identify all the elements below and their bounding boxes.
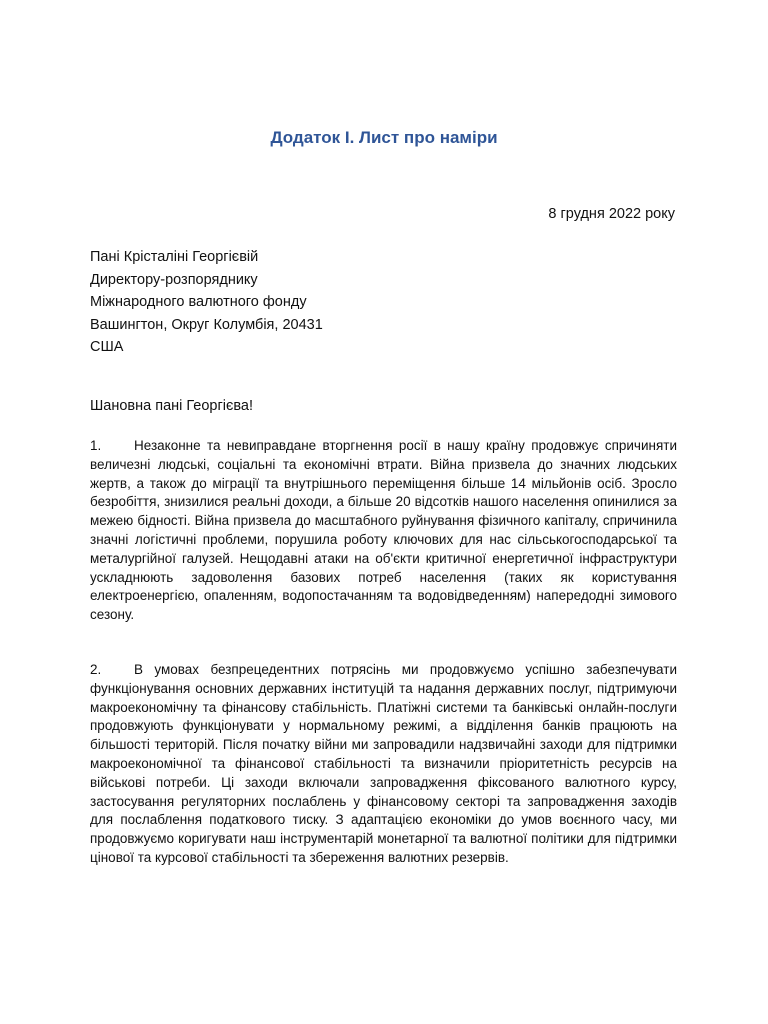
- paragraph-number: 2.: [90, 662, 102, 677]
- letter-date: 8 грудня 2022 року: [548, 206, 675, 222]
- document-title: Додаток І. Лист про наміри: [270, 128, 498, 147]
- recipient-name: Пані Крісталіні Георгієвій: [90, 249, 259, 265]
- paragraph-text: В умовах безпрецедентних потрясінь ми продовжуємо успішно забезпечувати функціонування основних державних інституцій та надання державних послуг, підтримуючи макроекономічну та фінансову стабільність. Платіжні системи та банківські онлайн-послуги продовжують функціонувати у нормальному режимі, а відділення банків працюють на більшості територій. Після початку війни ми запровадили надзвичайні заходи для підтримки макроекономічної та фінансової стабільності та визначили пріоритетність ресурсів на військові потреби. Ці заходи включали запровадження фіксованого валютного курсу, застосування регуляторних послаблень у фінансовому секторі та запровадження заходів для послаблення податкового тиску. З адаптацією економіки до умов воєнного часу, ми продовжуємо коригувати наш інструментарій монетарної та валютної політики для підтримки цінової та курсової стабільності та збереження валютних резервів.: [90, 662, 677, 865]
- paragraph: [90, 661, 677, 868]
- salutation: Шановна пані Георгієва!: [90, 398, 254, 414]
- paragraph-number: 1.: [90, 438, 102, 453]
- recipient-address-block: [90, 246, 323, 359]
- recipient-organization: Міжнародного валютного фонду: [90, 294, 307, 310]
- recipient-position: Директору-розпоряднику: [90, 271, 258, 288]
- paragraph-text: Незаконне та невиправдане вторгнення росії в нашу країну продовжує спричиняти величезні людські, соціальні та економічні втрати. Війна призвела до значних людських жертв, а також до міграції та внутрішнього переміщення більше 14 мільйонів осіб. Зросло безробіття, знизилися реальні доходи, а більше 20 відсотків нашого населення опинилися за межею бідності. Війна призвела до масштабного руйнування фізичного капіталу, спричинила значні логістичні проблеми, порушила роботу ключових для нас сільськогосподарської та металургійної галузей. Нещодавні атаки на об'єкти критичної енергетичної інфраструктури ускладнюють задоволення базових потреб населення (таких як користування електроенергією, опаленням, водопостачанням та водовідведенням) напередодні зимового сезону.: [90, 438, 677, 623]
- recipient-country: США: [90, 339, 124, 355]
- recipient-city: Вашингтон, Округ Колумбія, 20431: [90, 316, 323, 333]
- paragraph: [90, 437, 677, 625]
